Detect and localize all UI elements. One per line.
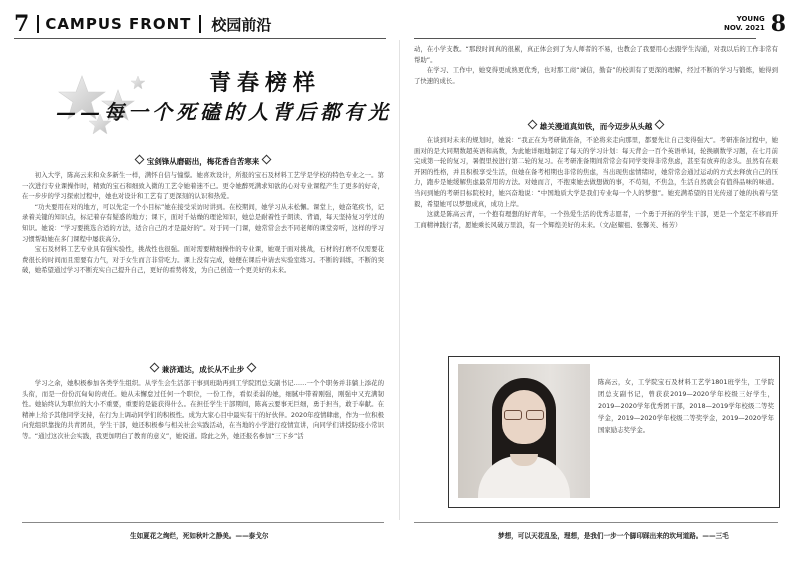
issue-date: NOV. 2021	[723, 24, 765, 32]
paragraph: 动，在小学支教。“那段时间真的很累，真正体会到了为人师者的不易，也教会了我要用心去跟学生沟通，对我以后的工作非常有帮助”。	[414, 45, 778, 64]
subheading-text: 宝剑锋从磨砺出，梅花香自苦寒来	[146, 157, 260, 166]
article-title-line2: ——每一个死磕的人背后都有光	[56, 100, 392, 124]
article-body-block1	[22, 170, 384, 276]
header-right	[724, 12, 786, 36]
page-spine	[399, 40, 400, 520]
paragraph: 在谈到对未来的规划时，她说：“我正在为考研做准备，不论将来走向那里，都要先让自己变得强大”。考研准备过程中，她面对的是大同期数超英语和高数，为此她详细地制定了每天的学习计划：每天背会一百个英语单词，轮换刷数学习题，在七月前完成第一轮的复习，暑假里按进行第二轮的复习。在考研准备期间常常会有同学变得非常焦虑，甚至有放弃的念头。虽然有在艰开困的性格，并且积极享受生活，但她在备考相期也非常的焦虑，当出现焦虑情绪时，她常常会通过运动的方式去释放自己的压力，跑步是她缓解焦虑最常用的方法。对她而言，不抱束她去做想做的事，不苟刻，不焦急，生活自然就会有值得品味的味道。当问到她的考研目标院校时，她兴奋地说：“中国地质大学是我们专业每一个人的梦想”。她充满希望的目光传递了她的执着与坚毅，希望她可以梦想成真，成功上岸。	[414, 136, 778, 208]
paragraph: 这就是陈高云青，一个抱有理想的好青年，一个热爱生活的优秀志愿者，一个勇于开拓的学生干部，更是一个坚定不移而开工商精神践行者，愿她乘长风破万里浪，有一个辉煌美好的未来。（文/赵耀祖、张馨芙、杨芳）	[414, 210, 778, 229]
paragraph: “功夫要用在对的地方，可以先定一个小目标”她在接受采访时讲到。在校期间，她学习从未松懈。课堂上，她奋笔疾书，记录着关键的知识点，标记着存有疑惑的地方；课下，面对千姑燥的理论知识，她总是耐着性子朗读、背诵，每天坚持复习学过的知识。她说：“学习要挑选合适的方法，适合自己的才是最好的”。对于同一门课，她常常会去不同老师的课堂旁听，这样的学习习惯帮助她在多门课程中屡获高分。	[22, 202, 384, 243]
brand-name: YOUNG	[736, 15, 765, 23]
subheading-2	[22, 364, 384, 375]
article-body-block3	[414, 44, 778, 86]
footer-rule-left	[22, 522, 384, 523]
diamond-icon	[247, 363, 257, 373]
diamond-icon	[134, 155, 144, 165]
subheading-3	[414, 121, 778, 132]
subheading-text: 兼济通达，成长从不止步	[161, 365, 245, 374]
article-body-block2	[22, 378, 384, 442]
caption-text: 陈高云，女，工学院宝石及材料工艺学1801班学生，工学院团总支副书记，曾获获2019—2020学年校级三好学生，2019—2020学年优秀团干部，2018—2019学年校级二等奖学金，2019—2020学年校级二等奖学金，2019—2020学年国家励志奖学金。	[598, 378, 774, 434]
diamond-icon	[655, 120, 665, 130]
page-number-right: 8	[770, 11, 786, 37]
section-title-cn: 校园前沿	[211, 15, 272, 34]
footer-quote-left: 生如夏花之绚烂，死如秋叶之静美。——泰戈尔	[130, 532, 269, 540]
profile-caption	[598, 376, 774, 436]
magazine-brand	[724, 15, 765, 33]
subheading-1	[22, 156, 384, 167]
paragraph: 初入大学，陈高云来和众多新生一样，满怀自信与憧憬。她喜欢设计，所报的宝石及材料工艺学是学校的特色专业之一。第一次进行专业课操作时，精致的宝石和细致入微的工艺令她着迷不已。更令她醉死满求知欲的心对专业课程产生了更多的好奇，在一步步的学习探索过程中，她也对设计和工艺有了更深刻的认识和热爱。	[22, 171, 384, 201]
footer-rule-right	[414, 522, 778, 523]
header-rule-right	[414, 38, 756, 39]
page-number-left: 7	[14, 11, 30, 37]
header-divider	[37, 15, 39, 33]
portrait-photo	[458, 364, 590, 498]
header-rule-left	[14, 38, 386, 39]
paragraph: 在学习、工作中，她变得更成熟更优秀，也对那工商“诚信，勤奋”的校训有了更深的理解，经过不断的学习与锻炼，她得到了快速的成长。	[414, 66, 778, 85]
paragraph: 学习之余，她积极参加各类学生组织。从学生会生活部干事到班助再到工学院团总支副书记……一个个职务并非躺上添花的头衔，而是一份份沉甸甸的责任。她从未懈怠过任何一个职位，一份工作，看似柔弱的她，细腻中带着刚强，刚强中又充满韧性。她始终认为职位的大小不重要，重要的是能获得什么。在担任学生干部期间，陈高云要事无巨细，勇于担当，敢于奉献。在精神上给予其他同学支持，在行为上调动同学们的积极性。成为大家心目中最实有干的好伙伴。2020年疫情肆虐，作为一位积极向党组织靠拢的共青团员，学生干部，她还积极参与相关社会实践活动，在当地的小学进行疫情宣讲，向同学们讲授防疫小常识等。“通过这次社会实践，我更加明白了教育的意义”，她说道。除此之外，她还报名参加“三下乡”活	[22, 379, 384, 440]
diamond-icon	[149, 363, 159, 373]
section-title-en: CAMPUS FRONT	[45, 15, 192, 33]
diamond-icon	[262, 155, 272, 165]
subheading-text: 雄关漫道真如铁，而今迈步从头越	[539, 122, 653, 131]
article-title: 青春榜样	[208, 70, 321, 96]
paragraph: 宝石及材料工艺专业具有强实验性，挑战性也很强。面对需要精细操作的专业课，她观于面对挑战，石材的打磨不仅需要花费很长的时间而且需要有力气，对于女生而言非常吃力。课上没有完成，她便在课后申请去实验室练习。不断的训练，不断的突破，她希望通过学习不断充实自己提升自己，更好的看势将发，为自己创造一个更美好的未来。	[22, 245, 384, 275]
diamond-icon	[527, 120, 537, 130]
article-body-block4	[414, 135, 778, 230]
header-divider	[199, 15, 201, 33]
footer-quote-right: 梦想，可以天花乱坠，理想，是我们一步一个脚印踩出来的坎坷道路。——三毛	[498, 532, 729, 540]
header-left	[14, 12, 271, 36]
